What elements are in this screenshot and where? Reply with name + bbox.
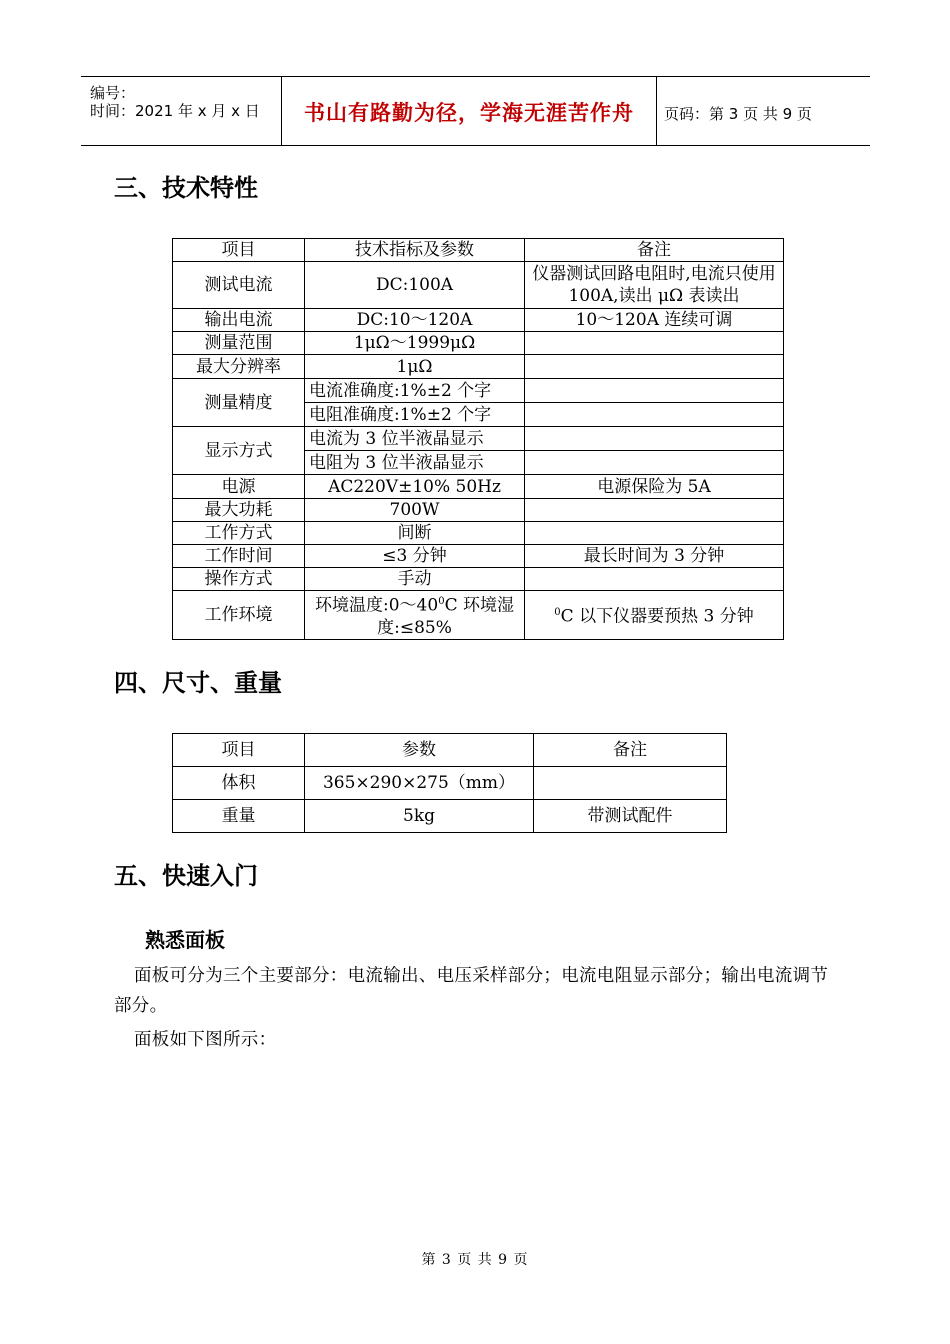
item-cell: 操作方式 bbox=[173, 568, 305, 591]
note-cell bbox=[525, 379, 784, 403]
table-row bbox=[173, 499, 784, 522]
item-cell: 最大分辨率 bbox=[173, 355, 305, 379]
dimensions-table bbox=[172, 733, 727, 833]
table-header-row bbox=[173, 734, 727, 767]
item-cell: 测试电流 bbox=[173, 262, 305, 309]
env-temp-text: 环境温度:0～40 bbox=[315, 595, 439, 616]
item-cell: 体积 bbox=[173, 767, 305, 800]
param-cell: 700W bbox=[305, 499, 525, 522]
column-header: 项目 bbox=[173, 239, 305, 262]
note-cell bbox=[525, 591, 784, 640]
number-label: 编号： bbox=[90, 84, 136, 102]
note-text: C 以下仪器要预热 3 分钟 bbox=[560, 606, 754, 627]
item-cell: 工作方式 bbox=[173, 522, 305, 545]
item-cell: 重量 bbox=[173, 800, 305, 833]
param-cell: ≤3 分钟 bbox=[305, 545, 525, 568]
param-cell: 365×290×275（mm） bbox=[305, 767, 534, 800]
note-cell bbox=[525, 499, 784, 522]
item-cell: 测量范围 bbox=[173, 332, 305, 355]
note-cell bbox=[534, 767, 727, 800]
item-cell: 输出电流 bbox=[173, 309, 305, 332]
note-cell bbox=[525, 427, 784, 451]
header-meta bbox=[81, 77, 281, 145]
item-cell: 显示方式 bbox=[173, 427, 305, 475]
param-cell: 电阻准确度:1%±2 个字 bbox=[305, 403, 525, 427]
section-title-specs: 三、技术特性 bbox=[114, 174, 258, 202]
table-row bbox=[173, 800, 727, 833]
table-header-row bbox=[173, 239, 784, 262]
page-header bbox=[81, 76, 870, 146]
column-header: 项目 bbox=[173, 734, 305, 767]
param-cell: 手动 bbox=[305, 568, 525, 591]
column-header: 备注 bbox=[525, 239, 784, 262]
paragraph-panel-figure: 面板如下图所示： bbox=[134, 1030, 277, 1050]
header-motto-cell bbox=[281, 77, 657, 145]
param-cell: 1μΩ～1999μΩ bbox=[305, 332, 525, 355]
column-header: 参数 bbox=[305, 734, 534, 767]
note-cell: 仪器测试回路电阻时,电流只使用 100A,读出 μΩ 表读出 bbox=[525, 262, 784, 309]
item-cell: 最大功耗 bbox=[173, 499, 305, 522]
note-cell bbox=[525, 568, 784, 591]
note-cell bbox=[525, 522, 784, 545]
subsection-title: 熟悉面板 bbox=[145, 928, 225, 952]
section-title-dimensions: 四、尺寸、重量 bbox=[114, 669, 282, 697]
note-cell: 带测试配件 bbox=[534, 800, 727, 833]
table-row bbox=[173, 475, 784, 499]
table-row bbox=[173, 355, 784, 379]
table-row bbox=[173, 309, 784, 332]
table-row bbox=[173, 262, 784, 309]
table-row bbox=[173, 591, 784, 640]
item-cell: 测量精度 bbox=[173, 379, 305, 427]
header-page-cell bbox=[656, 77, 870, 145]
env-humidity-text: C 环境湿度:≤85% bbox=[377, 595, 514, 638]
table-row bbox=[173, 332, 784, 355]
superscript: 0 bbox=[438, 596, 445, 607]
item-cell: 工作时间 bbox=[173, 545, 305, 568]
param-cell: 5kg bbox=[305, 800, 534, 833]
superscript: 0 bbox=[554, 607, 561, 618]
param-cell bbox=[305, 591, 525, 640]
note-cell bbox=[525, 403, 784, 427]
param-cell: AC220V±10% 50Hz bbox=[305, 475, 525, 499]
table-row bbox=[173, 767, 727, 800]
param-cell: DC:100A bbox=[305, 262, 525, 309]
table-row bbox=[173, 379, 784, 403]
column-header: 备注 bbox=[534, 734, 727, 767]
table-row bbox=[173, 522, 784, 545]
section-title-quickstart: 五、快速入门 bbox=[114, 862, 258, 890]
param-cell: 间断 bbox=[305, 522, 525, 545]
note-cell: 电源保险为 5A bbox=[525, 475, 784, 499]
page-code: 页码：第 3 页 共 9 页 bbox=[664, 105, 812, 123]
page-footer: 第 3 页 共 9 页 bbox=[421, 1252, 529, 1268]
note-cell: 10～120A 连续可调 bbox=[525, 309, 784, 332]
param-cell: 1μΩ bbox=[305, 355, 525, 379]
note-cell bbox=[525, 451, 784, 475]
param-cell: 电流为 3 位半液晶显示 bbox=[305, 427, 525, 451]
note-cell bbox=[525, 332, 784, 355]
param-cell: DC:10～120A bbox=[305, 309, 525, 332]
param-cell: 电流准确度:1%±2 个字 bbox=[305, 379, 525, 403]
column-header: 技术指标及参数 bbox=[305, 239, 525, 262]
motto: 书山有路勤为径，学海无涯苦作舟 bbox=[304, 101, 634, 125]
time-label: 时间：2021 年 x 月 x 日 bbox=[90, 102, 260, 120]
paragraph-panel-parts: 面板可分为三个主要部分：电流输出、电压采样部分；电流电阻显示部分；输出电流调节部分。 bbox=[114, 966, 829, 1016]
item-cell: 工作环境 bbox=[173, 591, 305, 640]
param-cell: 电阻为 3 位半液晶显示 bbox=[305, 451, 525, 475]
table-row bbox=[173, 427, 784, 451]
specs-table bbox=[172, 238, 784, 640]
note-cell: 最长时间为 3 分钟 bbox=[525, 545, 784, 568]
table-row bbox=[173, 568, 784, 591]
table-row bbox=[173, 545, 784, 568]
item-cell: 电源 bbox=[173, 475, 305, 499]
note-cell bbox=[525, 355, 784, 379]
